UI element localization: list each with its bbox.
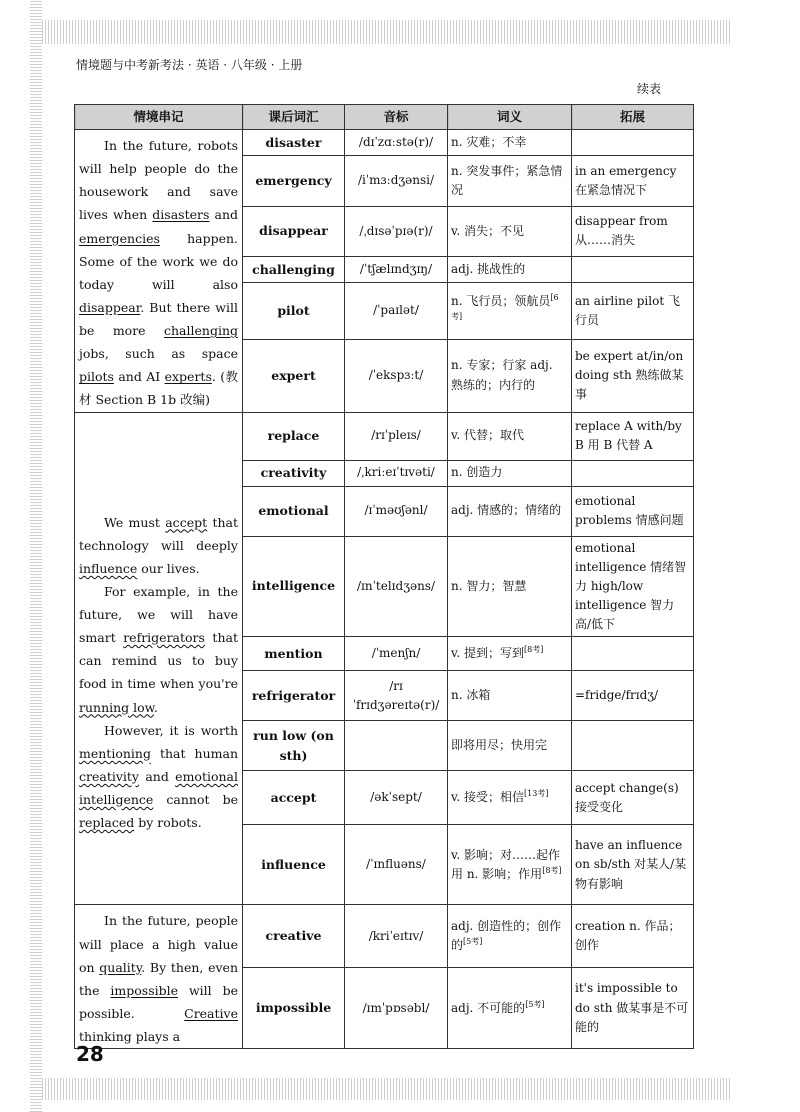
phonetic: /ɪmˈpɒsəbl/ bbox=[345, 968, 448, 1049]
extension: disappear from 从……消失 bbox=[572, 206, 694, 256]
meaning: n. 创造力 bbox=[448, 460, 572, 486]
meaning bbox=[448, 637, 572, 671]
context-paragraph-3: In the future, people will place a high value on quality. By then, even the impossible will be possible. Creative thinking plays a bbox=[75, 905, 243, 1049]
vocab-word: pilot bbox=[243, 283, 345, 340]
book-title: 情境题与中考新考法 · 英语 · 八年级 · 上册 bbox=[76, 58, 303, 72]
scan-bottom-stripe bbox=[42, 1078, 732, 1100]
vocab-word: disaster bbox=[243, 130, 345, 156]
extension: emotional problems 情感问题 bbox=[572, 486, 694, 536]
extension: it's impossible to do sth 做某事是不可能的 bbox=[572, 968, 694, 1049]
vocab-word: disappear bbox=[243, 206, 345, 256]
phonetic: /ˈekspɜːt/ bbox=[345, 339, 448, 412]
phonetic: /iˈmɜːdʒənsi/ bbox=[345, 156, 448, 206]
vocab-word: accept bbox=[243, 771, 345, 825]
extension bbox=[572, 637, 694, 671]
extension bbox=[572, 460, 694, 486]
extension: have an influence on sb/sth 对某人/某物有影响 bbox=[572, 825, 694, 905]
exam-tag: [13考] bbox=[524, 789, 549, 799]
meaning: n. 突发事件；紧急情况 bbox=[448, 156, 572, 206]
extension bbox=[572, 721, 694, 771]
extension: in an emergency 在紧急情况下 bbox=[572, 156, 694, 206]
vocab-word: refrigerator bbox=[243, 671, 345, 721]
meaning bbox=[448, 283, 572, 340]
vocab-word: emotional bbox=[243, 486, 345, 536]
phonetic: /rɪˈpleɪs/ bbox=[345, 412, 448, 460]
meaning-text: n. 飞行员；领航员 bbox=[451, 293, 551, 308]
phonetic: /dɪˈzɑːstə(r)/ bbox=[345, 130, 448, 156]
exam-tag: [6考] bbox=[451, 292, 559, 322]
scan-edge-stripe bbox=[30, 0, 42, 1112]
extension bbox=[572, 257, 694, 283]
phonetic: /ˈɪnfluəns/ bbox=[345, 825, 448, 905]
phonetic: /ˌkriːeɪˈtɪvəti/ bbox=[345, 460, 448, 486]
vocab-word: mention bbox=[243, 637, 345, 671]
meaning: n. 智力；智慧 bbox=[448, 536, 572, 637]
meaning-text: adj. 创造性的；创作的 bbox=[451, 919, 562, 953]
table-row bbox=[75, 905, 694, 968]
extension: creation n. 作品；创作 bbox=[572, 905, 694, 968]
exam-tag: [5考] bbox=[463, 937, 483, 947]
column-header: 情境串记 bbox=[75, 105, 243, 130]
column-header: 音标 bbox=[345, 105, 448, 130]
extension: =fridge/frɪdʒ/ bbox=[572, 671, 694, 721]
phonetic: /ˈpaɪlət/ bbox=[345, 283, 448, 340]
extension: emotional intelligence 情绪智力 high/low intelligence 智力高/低下 bbox=[572, 536, 694, 637]
table-row bbox=[75, 412, 694, 460]
meaning: n. 专家；行家 adj. 熟练的；内行的 bbox=[448, 339, 572, 412]
vocab-word: influence bbox=[243, 825, 345, 905]
vocab-word: replace bbox=[243, 412, 345, 460]
meaning: v. 代替；取代 bbox=[448, 412, 572, 460]
vocab-word: creative bbox=[243, 905, 345, 968]
context-paragraph-2: We must accept that technology will deeply influence our lives. For example, in the future, we will have smart refrigerators that can remind us to buy food in time when you're running low. However, it is worth mentioning that human creativity and emotional intelligence cannot be replaced by robots. bbox=[75, 412, 243, 905]
vocab-word: expert bbox=[243, 339, 345, 412]
vocabulary-table bbox=[74, 104, 694, 1049]
meaning: 即将用尽；快用完 bbox=[448, 721, 572, 771]
table-row bbox=[75, 130, 694, 156]
exam-tag: [5考] bbox=[525, 999, 545, 1009]
extension bbox=[572, 130, 694, 156]
meaning-text: v. 接受；相信 bbox=[451, 790, 524, 805]
vocab-word: run low (on sth) bbox=[243, 721, 345, 771]
scan-top-stripe bbox=[42, 20, 732, 44]
exam-tag: [8考] bbox=[542, 865, 562, 875]
column-header: 拓展 bbox=[572, 105, 694, 130]
meaning-text: v. 提到；写到 bbox=[451, 646, 524, 661]
meaning-text: adj. 不可能的 bbox=[451, 1000, 526, 1015]
meaning bbox=[448, 825, 572, 905]
table-header-row bbox=[75, 105, 694, 130]
column-header: 课后词汇 bbox=[243, 105, 345, 130]
meaning-text: v. 影响；对……起作用 n. 影响；作用 bbox=[451, 847, 560, 881]
vocab-word: emergency bbox=[243, 156, 345, 206]
extension: an airline pilot 飞行员 bbox=[572, 283, 694, 340]
vocab-word: intelligence bbox=[243, 536, 345, 637]
extension: replace A with/by B 用 B 代替 A bbox=[572, 412, 694, 460]
meaning: v. 消失；不见 bbox=[448, 206, 572, 256]
extension: accept change(s) 接受变化 bbox=[572, 771, 694, 825]
extension: be expert at/in/on doing sth 熟练做某事 bbox=[572, 339, 694, 412]
phonetic: /ɪnˈtelɪdʒəns/ bbox=[345, 536, 448, 637]
column-header: 词义 bbox=[448, 105, 572, 130]
meaning: adj. 情感的；情绪的 bbox=[448, 486, 572, 536]
phonetic: /kriˈeɪtɪv/ bbox=[345, 905, 448, 968]
vocab-word: challenging bbox=[243, 257, 345, 283]
meaning bbox=[448, 968, 572, 1049]
meaning: adj. 挑战性的 bbox=[448, 257, 572, 283]
vocab-word: creativity bbox=[243, 460, 345, 486]
meaning: n. 冰箱 bbox=[448, 671, 572, 721]
page-number: 28 bbox=[76, 1042, 104, 1066]
phonetic bbox=[345, 721, 448, 771]
phonetic: /ˌdɪsəˈpɪə(r)/ bbox=[345, 206, 448, 256]
phonetic: /ˈtʃælɪndʒɪŋ/ bbox=[345, 257, 448, 283]
phonetic: /rɪˈfrɪdʒəreɪtə(r)/ bbox=[345, 671, 448, 721]
phonetic: /ɪˈməʊʃənl/ bbox=[345, 486, 448, 536]
meaning: n. 灾难；不幸 bbox=[448, 130, 572, 156]
context-paragraph-1: In the future, robots will help people do the housework and save lives when disasters and emergencies happen. Some of the work we do today will also disappear. But there will be more challenging jobs, such as space pilots and AI experts. (教材 Section B 1b 改编) bbox=[75, 130, 243, 413]
meaning bbox=[448, 771, 572, 825]
continued-label: 续表 bbox=[637, 82, 662, 96]
exam-tag: [8考] bbox=[524, 645, 544, 655]
phonetic: /ˈmenʃn/ bbox=[345, 637, 448, 671]
meaning bbox=[448, 905, 572, 968]
vocab-word: impossible bbox=[243, 968, 345, 1049]
phonetic: /əkˈsept/ bbox=[345, 771, 448, 825]
